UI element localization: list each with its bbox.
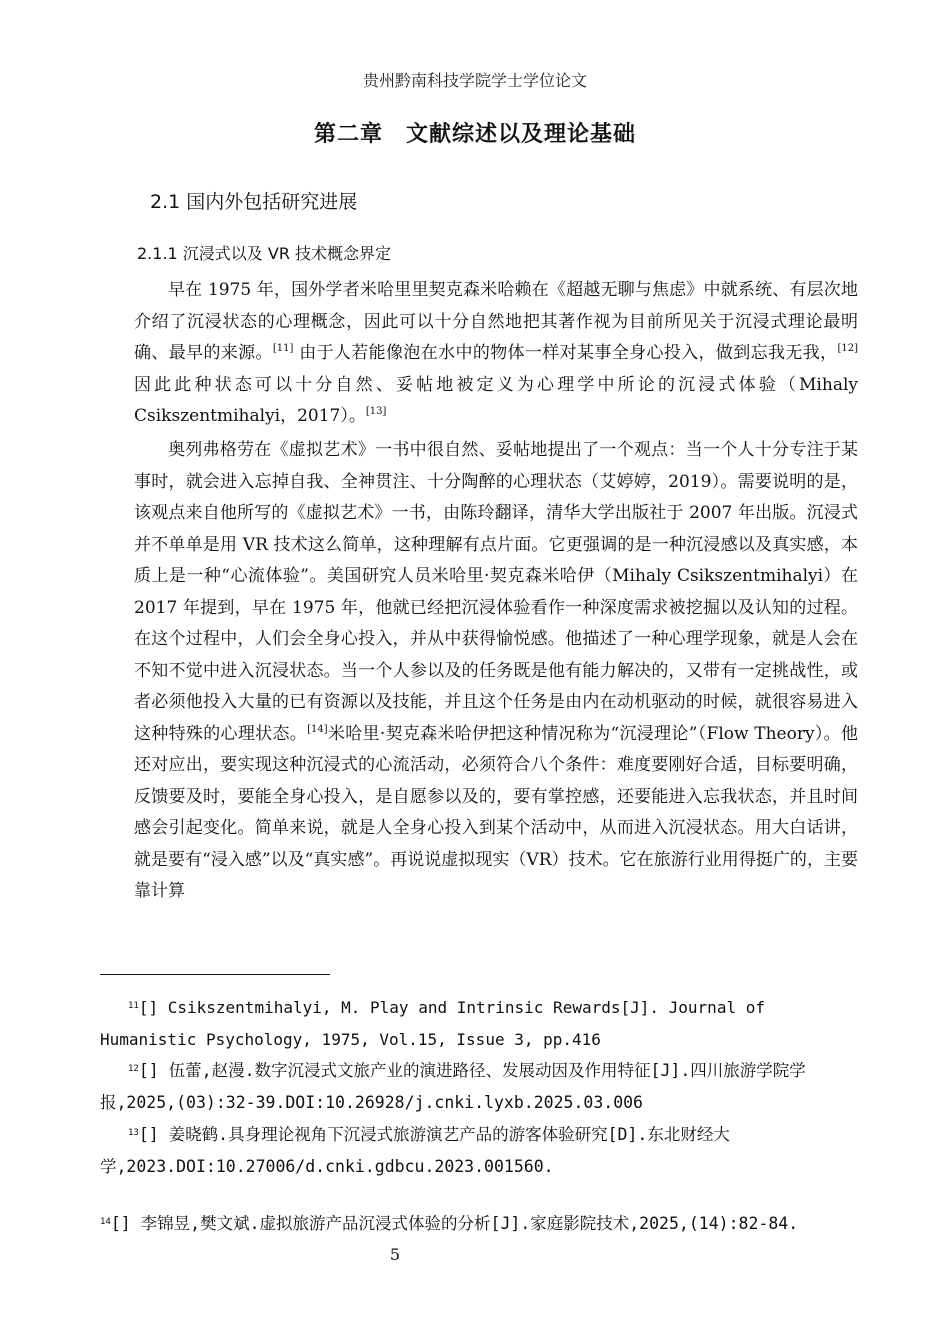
footnote-14 <box>100 1206 860 1240</box>
footnote-mark: 12 <box>128 1064 139 1074</box>
footnote-text: [] 伍蕾,赵漫.数字沉浸式文旅产业的演进路径、发展动因及作用特征[J].四川旅游学院学报,2025,(03):32-39.DOI:10.26928/j.cnki.lyxb.2025.03.006 <box>100 1061 806 1112</box>
footnote-text: [] Csikszentmihalyi, M. Play and Intrinsic Rewards[J]. Journal of Humanistic Psychology, 1975, Vol.15, Issue 3, pp.416 <box>100 998 765 1049</box>
section-heading: 2.1 国内外包括研究进展 <box>150 191 358 213</box>
footnote-mark: 14 <box>100 1217 111 1227</box>
paragraph-text: 米哈里·契克森米哈伊把这种情况称为“沉浸理论”（Flow Theory）。他还对应出，要实现这种沉浸式的心流活动，必须符合八个条件：难度要刚好合适，目标要明确，反馈要及时，要能全身心投入，是自愿参以及的，要有掌控感，还要能进入忘我状态，并且时间感会引起变化。简单来说，就是人全身心投入到某个活动中，从而进入沉浸状态。用大白话讲，就是要有“浸入感”以及“真实感”。再说说虚拟现实（VR）技术。它在旅游行业用得挺广的，主要靠计算 <box>134 723 858 901</box>
citation-ref-11: [11] <box>272 343 294 354</box>
footnote-text: [] 李锦昱,樊文斌.虚拟旅游产品沉浸式体验的分析[J].家庭影院技术,2025,(14):82-84. <box>110 1214 799 1233</box>
paragraph-text: 由于人若能像泡在水中的物体一样对某事全身心投入，做到忘我无我， <box>293 343 838 363</box>
footnote-mark: 13 <box>128 1128 139 1138</box>
page-number: 5 <box>389 1245 401 1264</box>
footnote-12 <box>100 1053 860 1119</box>
footnote-text: [] 姜晓鹤.具身理论视角下沉浸式旅游演艺产品的游客体验研究[D].东北财经大学,2023.DOI:10.27006/d.cnki.gdbcu.2023.001560. <box>100 1125 730 1176</box>
footnote-13 <box>100 1117 860 1183</box>
paragraph-text: 奥列弗格劳在《虚拟艺术》一书中很自然、妥帖地提出了一个观点：当一个人十分专注于某事时，就会进入忘掉自我、全神贯注、十分陶醉的心理状态（艾婷婷，2019）。需要说明的是，该观点来自他所写的《虚拟艺术》一书，由陈玲翻译，清华大学出版社于 2007 年出版。沉浸式并不单单是用 VR 技术这么简单，这种理解有点片面。它更强调的是一种沉浸感以及真实感，本质上是一种“心流体验”。美国研究人员米哈里·契克森米哈伊（Mihaly Csikszentmihalyi）在 2017 年提到，早在 1975 年，他就已经把沉浸体验看作一种深度需求被挖掘以及认知的过程。在这个过程中，人们会全身心投入，并从中获得愉悦感。他描述了一种心理学现象，就是人会在不知不觉中进入沉浸状态。当一个人参以及的任务既是他有能力解决的，又带有一定挑战性，或者必须他投入大量的已有资源以及技能，并且这个任务是由内在动机驱动的时候，就很容易进入这种特殊的心理状态。 <box>134 440 858 744</box>
footnote-mark: 11 <box>128 1001 139 1011</box>
citation-ref-14: [14] <box>307 723 328 735</box>
footnote-separator <box>100 974 330 975</box>
chapter-title: 第二章 文献综述以及理论基础 <box>313 122 636 147</box>
citation-ref-13: [13] <box>365 406 387 417</box>
subsection-heading: 2.1.1 沉浸式以及 VR 技术概念界定 <box>137 244 392 263</box>
paragraph-text: 早在 1975 年，国外学者米哈里里契克森米哈赖在《超越无聊与焦虑》中就系统、有层次地介绍了沉浸状态的心理概念，因此可以十分自然地把其著作视为目前所见关于沉浸式理论最明确、最早的来源。 <box>134 280 858 363</box>
footnote-11 <box>100 990 860 1056</box>
citation-ref-12: [12] <box>837 343 858 354</box>
paragraph-text: 因此此种状态可以十分自然、妥帖地被定义为心理学中所论的沉浸式体验（Mihaly Csikszentmihalyi，2017）。 <box>134 374 858 426</box>
paragraph-1 <box>134 275 858 433</box>
page-header: 贵州黔南科技学院学士学位论文 <box>362 71 587 90</box>
paragraph-2 <box>134 435 858 908</box>
